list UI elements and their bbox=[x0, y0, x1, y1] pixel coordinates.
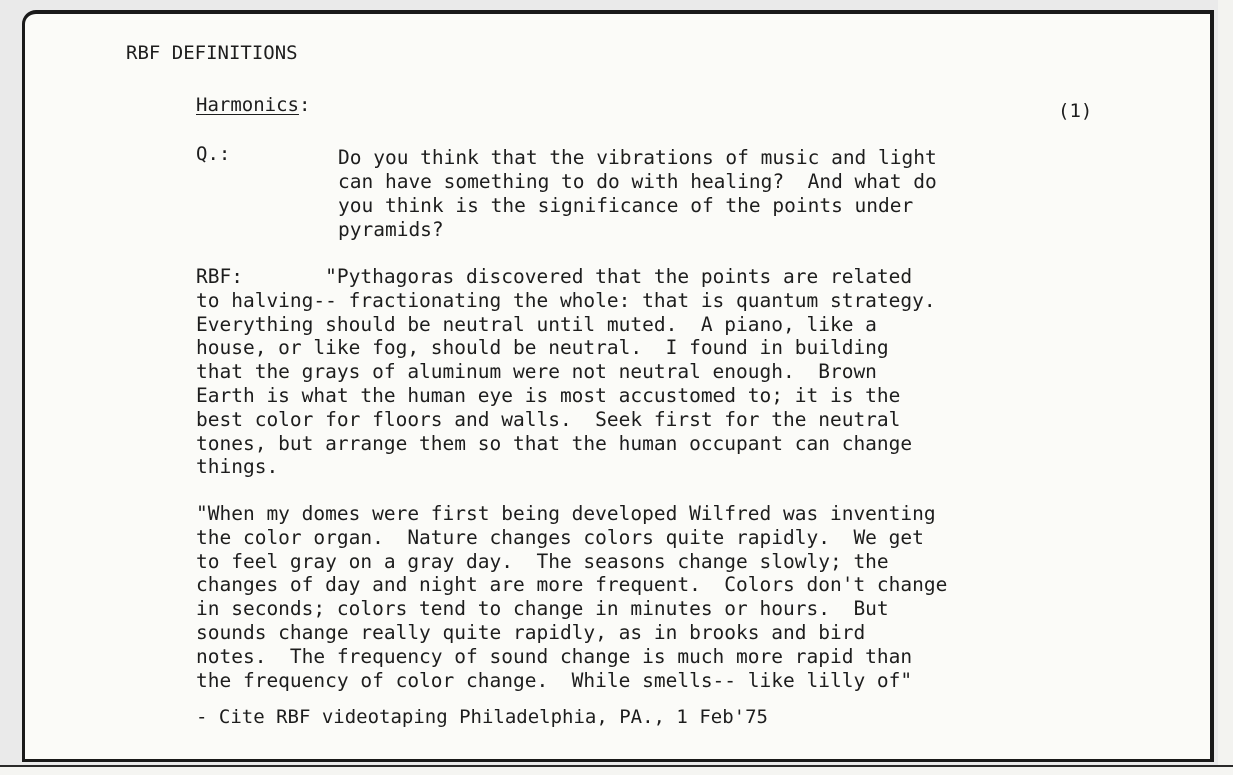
answer-line: "When my domes were first being developed Wilfred was inventing bbox=[196, 502, 936, 525]
lower-card-edge bbox=[0, 765, 1233, 775]
question-line: can have something to do with healing? And what do bbox=[338, 170, 937, 193]
next-card-edge bbox=[1218, 0, 1233, 775]
page-number: (1) bbox=[1058, 100, 1093, 122]
answer-line: in seconds; colors tend to change in minutes or hours. But bbox=[196, 597, 889, 621]
answer-line: to halving-- fractionating the whole: that is quantum strategy. bbox=[196, 288, 936, 312]
answer-line: tones, but arrange them so that the human occupant can change bbox=[196, 431, 913, 455]
answer-paragraph-1 bbox=[196, 265, 936, 479]
answer-line: to feel gray on a gray day. The seasons change slowly; the bbox=[196, 549, 889, 573]
citation: - Cite RBF videotaping Philadelphia, PA., 1 Feb'75 bbox=[196, 706, 768, 728]
section-title-text: Harmonics bbox=[196, 94, 299, 116]
answer-label: RBF: bbox=[196, 265, 243, 288]
question-line: Do you think that the vibrations of music and light bbox=[338, 146, 937, 169]
answer-first-line bbox=[196, 265, 936, 289]
question-line: pyramids? bbox=[338, 218, 444, 241]
answer-line: things. bbox=[196, 455, 279, 479]
answer-line: that the grays of aluminum were not neutral enough. Brown bbox=[196, 360, 877, 384]
answer-line: notes. The frequency of sound change is much more rapid than bbox=[196, 644, 913, 668]
question-line: you think is the significance of the points under bbox=[338, 194, 914, 217]
answer-line: house, or like fog, should be neutral. I found in building bbox=[196, 336, 889, 360]
card-heading: RBF DEFINITIONS bbox=[126, 42, 298, 64]
answer-line: changes of day and night are more frequent. Colors don't change bbox=[196, 573, 948, 597]
answer-line: the color organ. Nature changes colors quite rapidly. We get bbox=[196, 525, 924, 549]
answer-line: Everything should be neutral until muted. A piano, like a bbox=[196, 312, 877, 336]
answer-paragraph-2 bbox=[196, 502, 947, 692]
answer-line: sounds change really quite rapidly, as in brooks and bird bbox=[196, 620, 866, 644]
answer-line: Earth is what the human eye is most accustomed to; it is the bbox=[196, 383, 901, 407]
answer-line: "Pythagoras discovered that the points are related bbox=[325, 265, 913, 288]
section-title-colon: : bbox=[298, 94, 311, 116]
section-title bbox=[196, 94, 310, 116]
question-label: Q.: bbox=[196, 143, 231, 165]
question-text bbox=[338, 146, 937, 242]
answer-line: the frequency of color change. While smells-- like lilly of" bbox=[196, 668, 913, 692]
answer-line: best color for floors and walls. Seek first for the neutral bbox=[196, 407, 901, 431]
